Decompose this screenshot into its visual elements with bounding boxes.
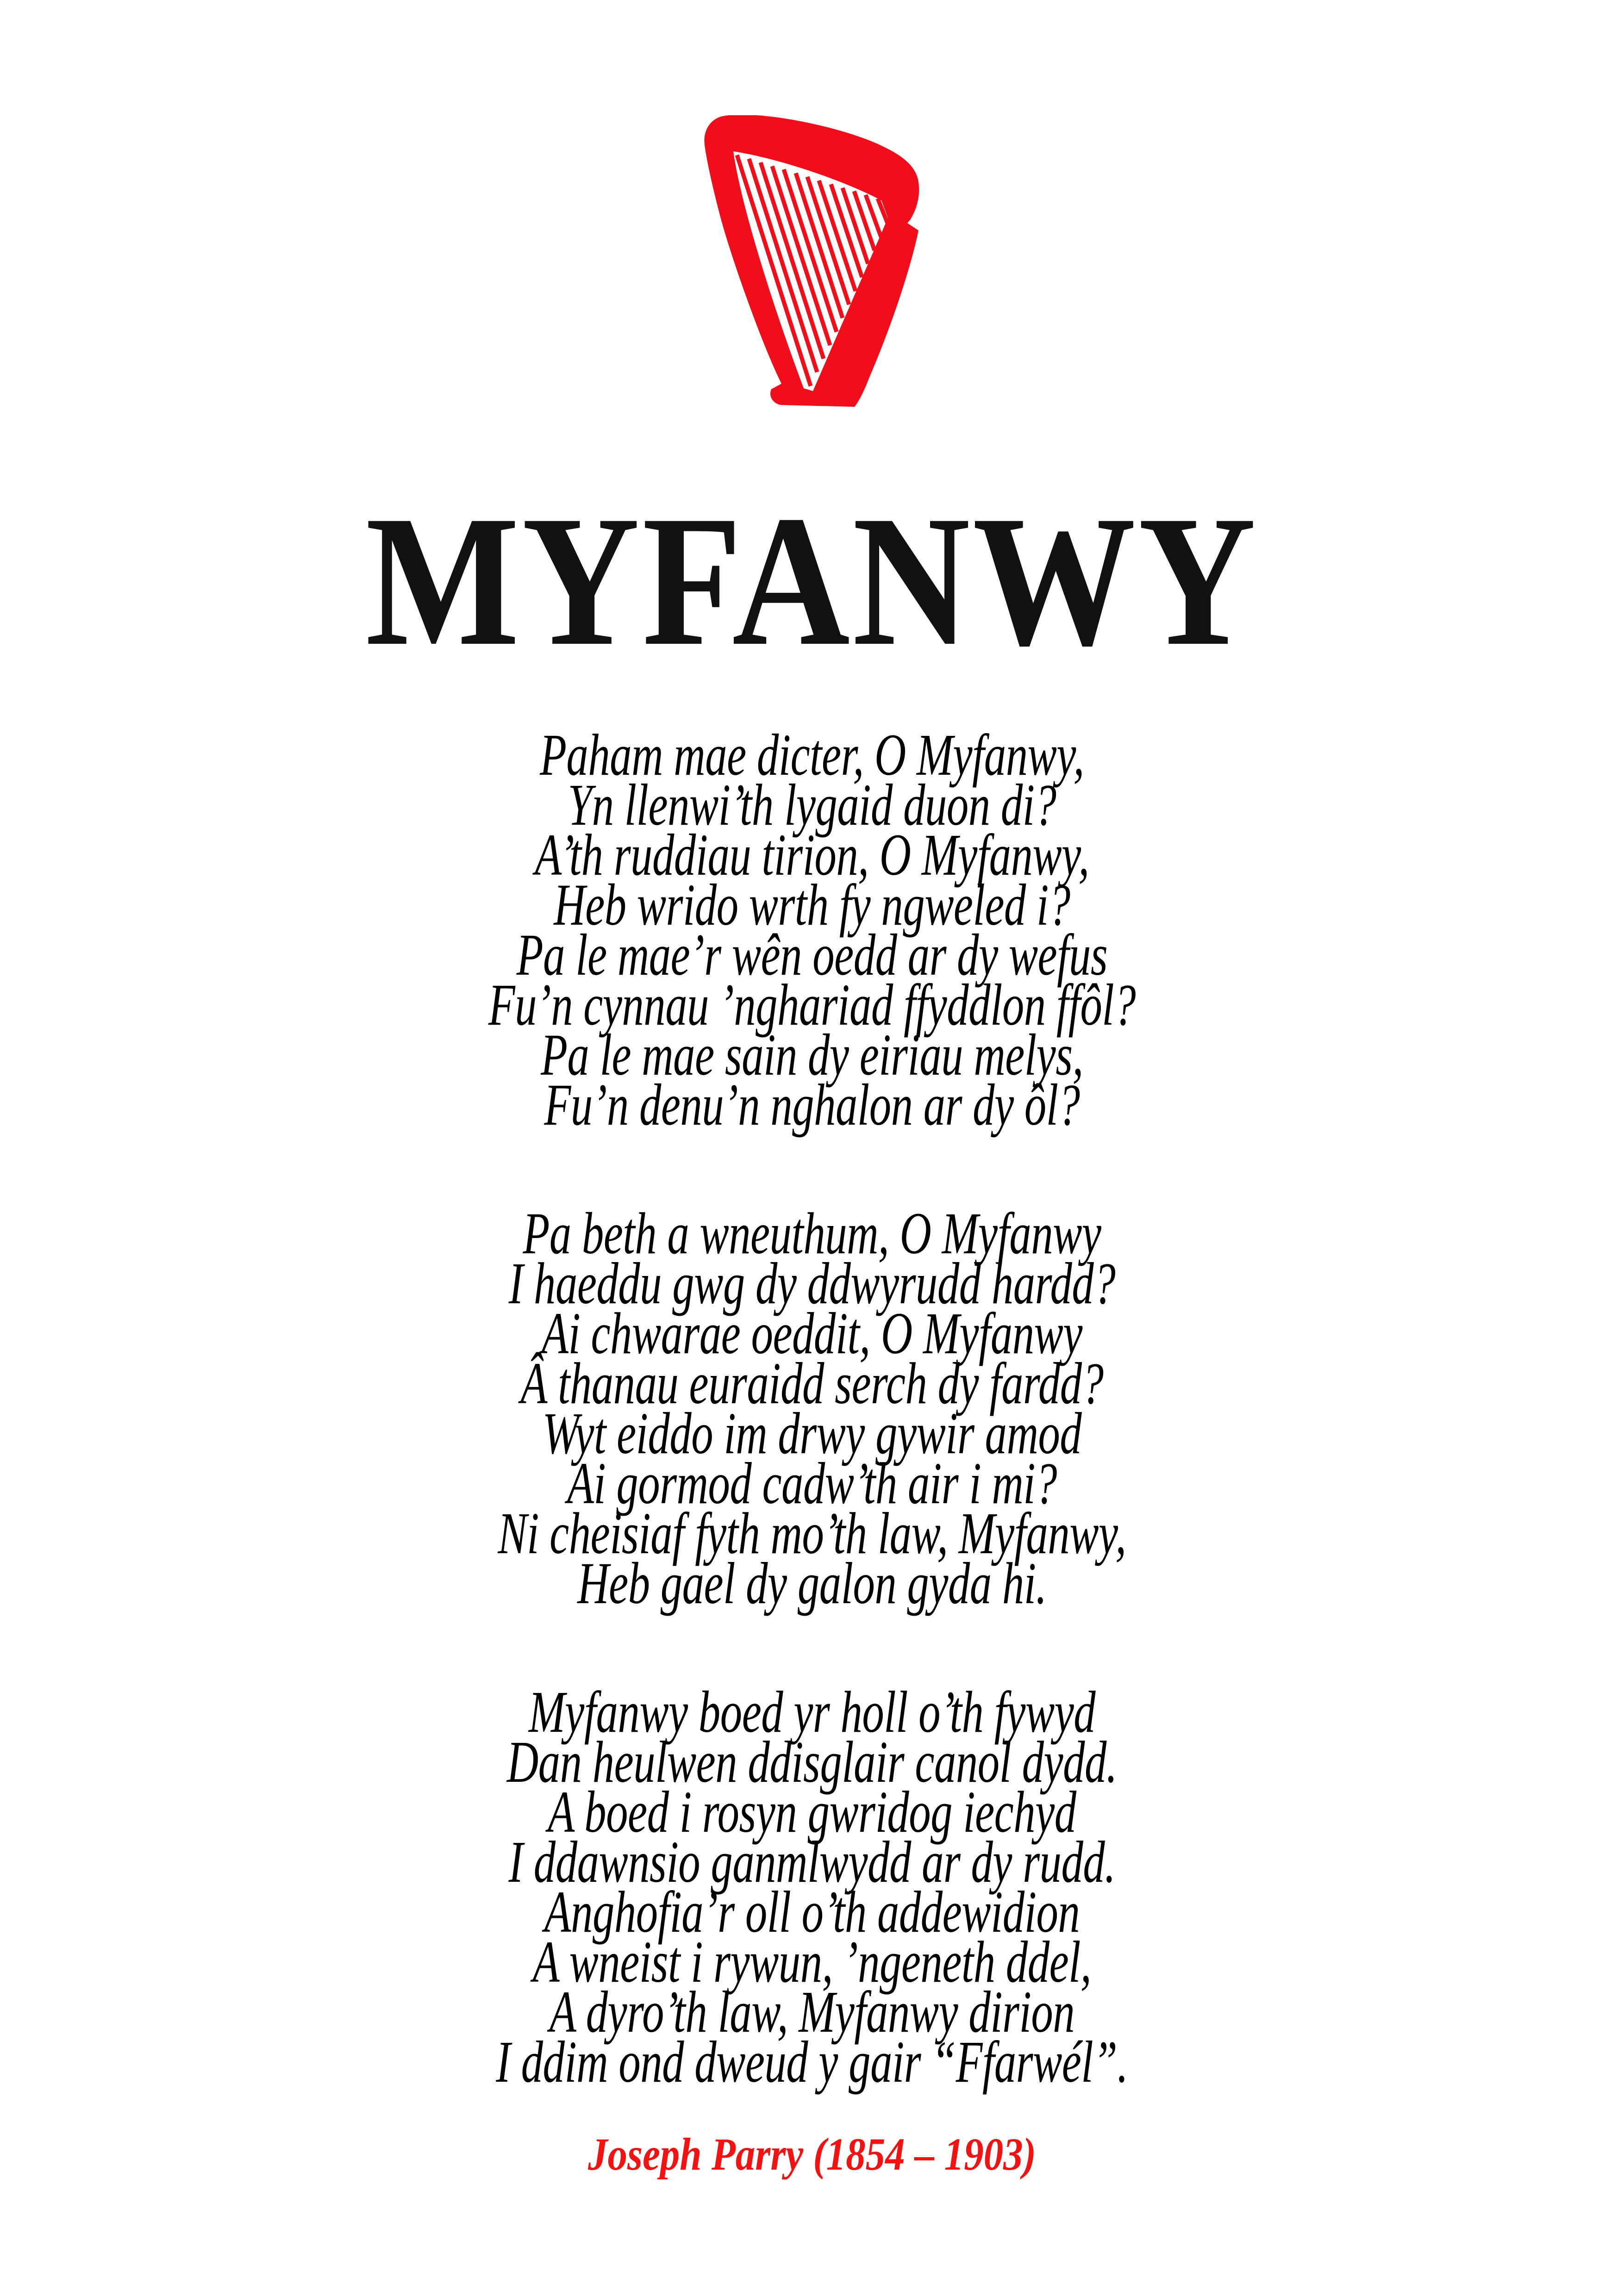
poem (211, 722, 1413, 2095)
poem-line: Ai chwarae oeddit, O Myfanwy (542, 1300, 1082, 1366)
poem-line: Pa le mae’r wên oedd ar dy wefus (516, 922, 1108, 988)
poem-line: Fu’n denu’n nghalon ar dy ôl? (544, 1072, 1080, 1138)
poem-line: I haeddu gwg dy ddwyrudd hardd? (508, 1251, 1116, 1316)
poem-line: Paham mae dicter, O Myfanwy, (540, 722, 1084, 788)
poem-line: Ai gormod cadw’th air i mi? (567, 1450, 1057, 1516)
poem-line: A wneist i rywun, ’ngeneth ddel, (532, 1929, 1092, 1995)
poem-line: A boed i rosyn gwridog iechyd (548, 1779, 1076, 1845)
attribution: Joseph Parry (1854 – 1903) (587, 2128, 1036, 2180)
poem-line: Pa le mae sain dy eiriau melys, (541, 1022, 1083, 1088)
verse-1 (211, 722, 1413, 1138)
verse-2 (211, 1201, 1413, 1616)
poem-line: A dyro’th law, Myfanwy dirion (549, 1979, 1075, 2045)
poem-line: Anghofia’r oll o’th addewidion (544, 1879, 1080, 1945)
poem-line: Heb wrido wrth fy ngweled i? (554, 872, 1070, 938)
poem-line: Pa beth a wneuthum, O Myfanwy (523, 1201, 1101, 1266)
harp-icon (702, 115, 922, 407)
poem-line: Myfanwy boed yr holl o’th fywyd (528, 1679, 1096, 1745)
poem-line: I ddim ond dweud y gair “Ffarwél”. (496, 2029, 1128, 2095)
poem-line: Fu’n cynnau ’nghariad ffyddlon ffôl? (488, 972, 1136, 1038)
poem-line: Ni cheisiaf fyth mo’th law, Myfanwy, (498, 1500, 1126, 1566)
poem-line: Yn llenwi’th lygaid duon di? (568, 772, 1056, 838)
poem-line: Â thanau euraidd serch dy fardd? (520, 1350, 1104, 1416)
poem-line: Wyt eiddo im drwy gywir amod (542, 1400, 1082, 1466)
poem-line: Dan heulwen ddisglair canol dydd. (506, 1729, 1118, 1795)
poem-line: Heb gael dy galon gyda hi. (577, 1550, 1047, 1616)
page-title: MYFANWY (365, 477, 1259, 684)
poem-line: I ddawnsio ganmlwydd ar dy rudd. (508, 1829, 1116, 1895)
poem-line: A’th ruddiau tirion, O Myfanwy, (535, 822, 1089, 888)
verse-3 (211, 1679, 1413, 2095)
